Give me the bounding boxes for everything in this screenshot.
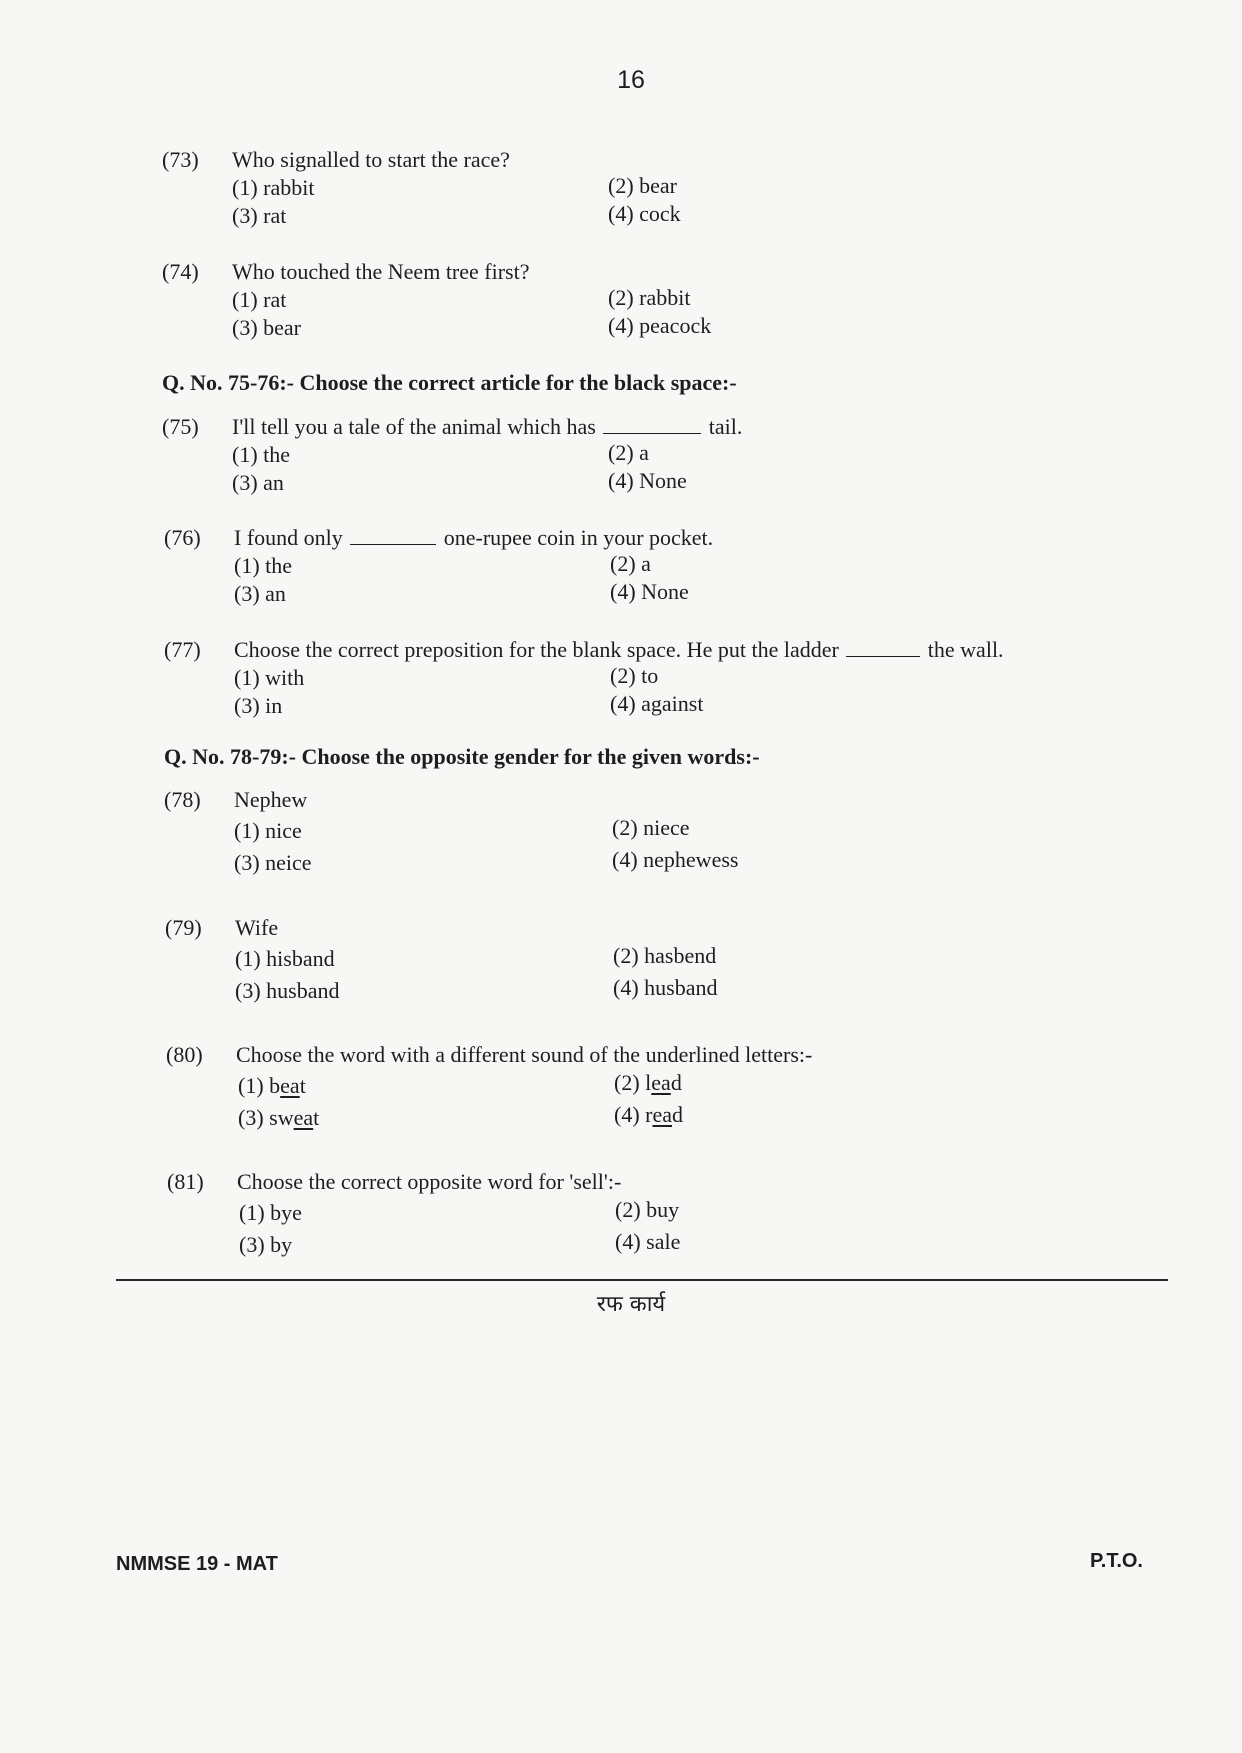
question-text: Wife: [235, 915, 279, 940]
section-heading-78-79: Q. No. 78-79:- Choose the opposite gender for the given words:-: [164, 744, 760, 769]
question-74: [162, 258, 1162, 348]
option-1: (1) with: [234, 665, 305, 690]
option-4: (4) husband: [613, 975, 718, 1000]
option-1: (1) the: [232, 442, 291, 467]
answer-blank: [846, 636, 920, 657]
question-number: (78): [164, 787, 201, 812]
option-2: (2) lead: [614, 1070, 682, 1095]
option-4: (4) None: [608, 468, 687, 493]
option-3: (3) husband: [235, 978, 340, 1003]
question-number: (76): [164, 525, 201, 550]
footer-exam-code: NMMSE 19 - MAT: [116, 1553, 278, 1575]
question-text: Who signalled to start the race?: [232, 147, 510, 172]
question-text-continued: tail.: [708, 414, 743, 439]
question-text: Choose the correct preposition for the blank space. He put the ladder: [234, 637, 839, 662]
answer-blank: [350, 524, 436, 545]
underlined-letters: ea: [651, 1070, 671, 1095]
underlined-letters: ea: [293, 1105, 314, 1130]
question-text: Choose the word with a different sound of the underlined letters:-: [236, 1042, 813, 1067]
question-78: [164, 786, 1164, 886]
option-2: (2) a: [610, 551, 651, 576]
option-4: (4) read: [614, 1102, 684, 1127]
question-76: [164, 524, 1164, 614]
question-text: Nephew: [234, 787, 308, 812]
option-2: (2) rabbit: [608, 285, 691, 310]
question-79: [165, 914, 1165, 1014]
question-number: (79): [165, 915, 202, 940]
question-text-continued: one-rupee coin in your pocket.: [443, 525, 714, 550]
question-81: [167, 1168, 1167, 1268]
option-3: (3) an: [234, 581, 286, 606]
question-80: [166, 1041, 1166, 1141]
option-1: (1) hisband: [235, 946, 335, 971]
option-1: (1) the: [234, 553, 293, 578]
question-77: [164, 636, 1164, 726]
option-3: (3) by: [239, 1232, 293, 1257]
question-number: (74): [162, 259, 199, 284]
option-2: (2) a: [608, 440, 649, 465]
question-text: I found only: [234, 525, 343, 550]
divider-line: [116, 1279, 1168, 1281]
option-4: (4) sale: [615, 1229, 681, 1254]
underlined-letters: ea: [652, 1102, 673, 1127]
option-3: (3) bear: [232, 315, 302, 340]
option-3: (3) sweat: [238, 1105, 320, 1130]
option-1: (1) beat: [238, 1073, 306, 1098]
option-2: (2) buy: [615, 1197, 680, 1222]
footer-pto: P.T.O.: [1090, 1550, 1143, 1572]
question-text: Choose the correct opposite word for 'sell':-: [237, 1169, 622, 1194]
option-2: (2) niece: [612, 815, 690, 840]
rough-work-label: रफ कार्य: [596, 1292, 666, 1317]
option-1: (1) bye: [239, 1200, 302, 1225]
question-number: (73): [162, 147, 199, 172]
option-2: (2) bear: [608, 173, 678, 198]
question-number: (75): [162, 414, 199, 439]
option-4: (4) against: [610, 691, 704, 716]
option-4: (4) None: [610, 579, 689, 604]
section-heading-75-76: Q. No. 75-76:- Choose the correct article for the black space:-: [162, 370, 737, 395]
option-1: (1) nice: [234, 818, 302, 843]
question-75: [162, 413, 1162, 503]
page-number: 16: [617, 66, 645, 94]
option-1: (1) rabbit: [232, 175, 315, 200]
option-2: (2) hasbend: [613, 943, 717, 968]
underlined-letters: ea: [280, 1073, 300, 1098]
question-number: (81): [167, 1169, 204, 1194]
question-text: Who touched the Neem tree first?: [232, 259, 530, 284]
option-4: (4) nephewess: [612, 847, 739, 872]
option-4: (4) cock: [608, 201, 681, 226]
option-2: (2) to: [610, 663, 659, 688]
option-3: (3) an: [232, 470, 284, 495]
option-4: (4) peacock: [608, 313, 712, 338]
option-3: (3) neice: [234, 850, 312, 875]
option-3: (3) in: [234, 693, 283, 718]
option-3: (3) rat: [232, 203, 287, 228]
answer-blank: [603, 413, 701, 434]
question-number: (80): [166, 1042, 203, 1067]
question-number: (77): [164, 637, 201, 662]
option-1: (1) rat: [232, 287, 287, 312]
question-text: I'll tell you a tale of the animal which has: [232, 414, 596, 439]
question-text-continued: the wall.: [927, 637, 1004, 662]
question-73: [162, 146, 1162, 236]
